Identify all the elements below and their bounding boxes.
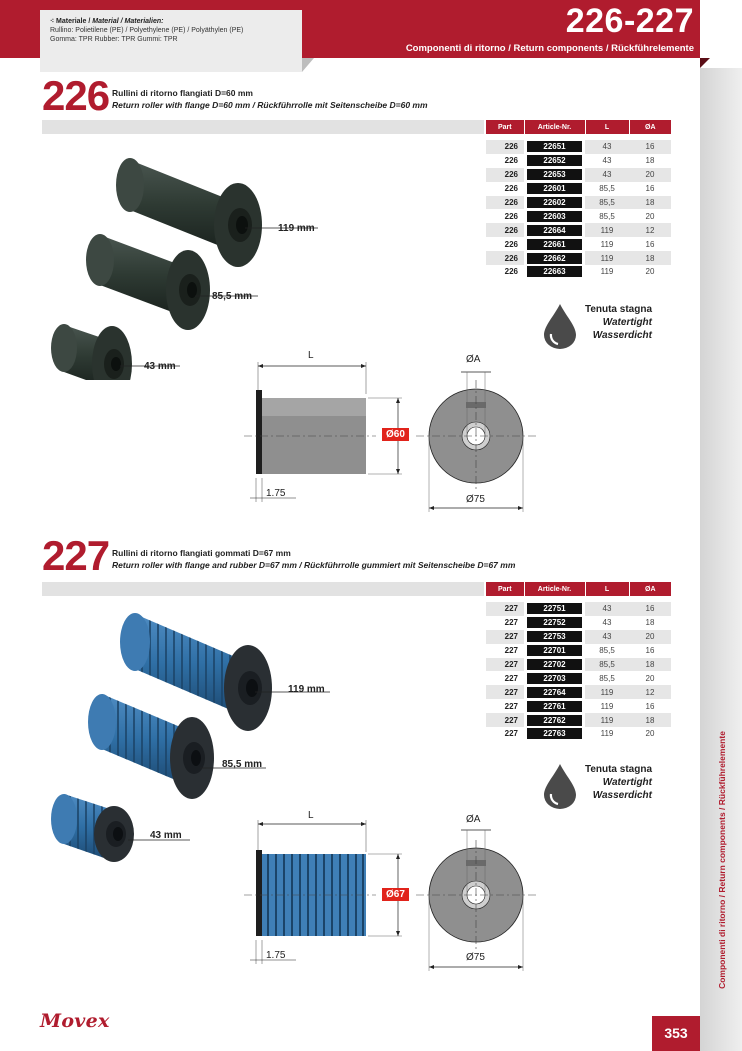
article-cell (524, 644, 585, 658)
article-cell (524, 237, 585, 251)
bore-cell: 16 (629, 602, 671, 616)
article-number: 22764 (527, 687, 582, 698)
article-number: 22762 (527, 715, 582, 726)
column-header: L (585, 582, 629, 596)
label-43mm: 43 mm (150, 830, 182, 841)
table-row (486, 699, 671, 713)
table-row (486, 616, 671, 630)
table-row (486, 727, 671, 741)
part-cell: 227 (486, 602, 524, 616)
table-row (486, 658, 671, 672)
length-cell: 119 (585, 727, 629, 741)
label-119mm: 119 mm (288, 684, 325, 695)
watertight-en: Watertight (602, 777, 652, 788)
label-85mm: 85,5 mm (222, 759, 263, 770)
part-cell: 227 (486, 630, 524, 644)
bore-cell: 20 (629, 630, 671, 644)
length-cell: 43 (585, 602, 629, 616)
section-title-226: Rullini di ritorno flangiati D=60 mm (112, 88, 253, 98)
article-number: 22662 (527, 253, 582, 264)
page-range: 226-227 (565, 2, 694, 40)
side-label: Componenti di ritorno / Return components / Rückführelemente (717, 731, 727, 989)
watertight-en: Watertight (602, 317, 652, 328)
part-cell: 226 (486, 182, 524, 196)
length-cell: 119 (585, 685, 629, 699)
article-number: 22664 (527, 225, 582, 236)
bore-cell: 18 (629, 154, 671, 168)
brand-logo: Movex (40, 1010, 110, 1032)
label-85mm: 85,5 mm (212, 291, 253, 302)
part-cell: 226 (486, 251, 524, 265)
length-cell: 43 (585, 140, 629, 154)
table-row (486, 685, 671, 699)
table-row (486, 602, 671, 616)
part-cell: 227 (486, 671, 524, 685)
water-drop-icon (540, 762, 580, 810)
column-header: Article-Nr. (524, 120, 585, 134)
category-title: Componenti di ritorno / Return components / Rückführelemente (405, 43, 694, 54)
table-row (486, 713, 671, 727)
section-number-226: 226 (42, 72, 110, 119)
bore-cell: 20 (629, 209, 671, 223)
table-row (486, 671, 671, 685)
bore-cell: 16 (629, 140, 671, 154)
label-43mm: 43 mm (144, 361, 176, 372)
materials-fold (302, 58, 314, 72)
column-header: Part (486, 582, 524, 596)
technical-drawing-227 (236, 810, 536, 980)
table-row (486, 168, 671, 182)
watertight-de: Wasserdicht (592, 330, 652, 341)
table-row (486, 140, 671, 154)
watertight-de: Wasserdicht (592, 790, 652, 801)
length-cell: 119 (585, 265, 629, 279)
article-number: 22753 (527, 631, 582, 642)
part-cell: 227 (486, 644, 524, 658)
article-number: 22652 (527, 155, 582, 166)
article-number: 22702 (527, 659, 582, 670)
part-cell: 227 (486, 616, 524, 630)
bore-cell: 16 (629, 699, 671, 713)
bore-cell: 20 (629, 168, 671, 182)
materials-title-en: Material / Materialien: (92, 18, 164, 25)
outer-diameter-label: Ø75 (466, 494, 485, 505)
page-number: 353 (652, 1016, 700, 1051)
bore-cell: 18 (629, 196, 671, 210)
section-rule-226 (42, 120, 484, 134)
length-cell: 85,5 (585, 644, 629, 658)
label-119mm: 119 mm (278, 223, 315, 234)
part-cell: 227 (486, 727, 524, 741)
materials-dots-icon: ⁖ (50, 18, 57, 25)
table-row (486, 265, 671, 279)
bore-cell: 18 (629, 251, 671, 265)
outer-diameter-label: Ø75 (466, 952, 485, 963)
part-cell: 226 (486, 265, 524, 279)
bore-cell: 18 (629, 713, 671, 727)
bore-label: ØA (466, 814, 481, 825)
length-label: L (308, 350, 314, 361)
materials-box: ⁖ Materiale / Material / Materialien: Rullino: Polietilene (PE) / Polyethylene (PE) / Polyäthylen (PE) Gomma: TPR Rubber: TPR Gummi: TPR (40, 10, 302, 72)
article-number: 22663 (527, 266, 582, 277)
article-cell (524, 140, 585, 154)
article-number: 22701 (527, 645, 582, 656)
bore-cell: 16 (629, 237, 671, 251)
article-cell (524, 713, 585, 727)
article-number: 22752 (527, 617, 582, 628)
technical-drawing-226 (236, 350, 536, 520)
article-cell (524, 265, 585, 279)
article-cell (524, 630, 585, 644)
materials-title: Materiale (56, 18, 87, 25)
article-cell (524, 602, 585, 616)
part-cell: 226 (486, 196, 524, 210)
article-number: 22601 (527, 183, 582, 194)
section-subtitle-226: Return roller with flange D=60 mm / Rückführrolle mit Seitenscheibe D=60 mm (112, 100, 428, 110)
roller-85-image (88, 694, 214, 799)
part-cell: 227 (486, 713, 524, 727)
part-cell: 226 (486, 223, 524, 237)
part-cell: 226 (486, 154, 524, 168)
part-cell: 226 (486, 140, 524, 154)
materials-line-1: Rullino: Polietilene (PE) / Polyethylene (PE) / Polyäthylen (PE) (50, 27, 244, 34)
table-row (486, 196, 671, 210)
article-number: 22651 (527, 141, 582, 152)
length-label: L (308, 810, 314, 821)
table-row (486, 182, 671, 196)
part-cell: 227 (486, 658, 524, 672)
table-row (486, 630, 671, 644)
materials-line-2: Gomma: TPR Rubber: TPR Gummi: TPR (50, 36, 178, 43)
length-cell: 85,5 (585, 658, 629, 672)
watertight-it: Tenuta stagna (584, 764, 652, 775)
roller-43-image (51, 324, 132, 380)
article-number: 22602 (527, 197, 582, 208)
bore-cell: 18 (629, 658, 671, 672)
section-number-227: 227 (42, 532, 110, 579)
length-cell: 119 (585, 699, 629, 713)
length-cell: 43 (585, 630, 629, 644)
article-number: 22703 (527, 673, 582, 684)
water-drop-icon (540, 302, 580, 350)
watertight-badge-226 (540, 302, 670, 350)
table-row (486, 237, 671, 251)
length-cell: 119 (585, 713, 629, 727)
bore-cell: 20 (629, 671, 671, 685)
column-header: L (585, 120, 629, 134)
column-header: ØA (629, 120, 671, 134)
article-number: 22751 (527, 603, 582, 614)
bore-cell: 12 (629, 685, 671, 699)
flange-label: 1.75 (266, 488, 286, 499)
article-cell (524, 182, 585, 196)
column-header: Article-Nr. (524, 582, 585, 596)
bore-cell: 16 (629, 644, 671, 658)
table-row (486, 209, 671, 223)
length-cell: 119 (585, 251, 629, 265)
article-cell (524, 616, 585, 630)
length-cell: 119 (585, 223, 629, 237)
article-number: 22653 (527, 169, 582, 180)
article-cell (524, 209, 585, 223)
bore-cell: 16 (629, 182, 671, 196)
bore-cell: 20 (629, 265, 671, 279)
diameter-badge: Ø60 (382, 428, 409, 441)
part-cell: 226 (486, 237, 524, 251)
parts-table-226 (486, 120, 671, 279)
parts-table-227 (486, 582, 671, 741)
section-title-227: Rullini di ritorno flangiati gommati D=67 mm (112, 548, 291, 558)
bore-cell: 18 (629, 616, 671, 630)
roller-43-image (51, 794, 134, 862)
product-photo-226 (40, 140, 340, 380)
flange-label: 1.75 (266, 950, 286, 961)
length-cell: 85,5 (585, 209, 629, 223)
article-cell (524, 671, 585, 685)
article-cell (524, 154, 585, 168)
table-row (486, 251, 671, 265)
article-cell (524, 168, 585, 182)
length-cell: 85,5 (585, 182, 629, 196)
bore-cell: 20 (629, 727, 671, 741)
article-cell (524, 223, 585, 237)
length-cell: 43 (585, 616, 629, 630)
column-header: Part (486, 120, 524, 134)
part-cell: 227 (486, 699, 524, 713)
article-number: 22603 (527, 211, 582, 222)
bore-label: ØA (466, 354, 481, 365)
part-cell: 227 (486, 685, 524, 699)
article-number: 22763 (527, 728, 582, 739)
length-cell: 43 (585, 154, 629, 168)
column-header: ØA (629, 582, 671, 596)
length-cell: 85,5 (585, 196, 629, 210)
article-number: 22761 (527, 701, 582, 712)
article-cell (524, 685, 585, 699)
length-cell: 43 (585, 168, 629, 182)
table-row (486, 154, 671, 168)
diameter-badge: Ø67 (382, 888, 409, 901)
article-cell (524, 727, 585, 741)
product-photo-227 (40, 604, 340, 844)
band-fold (700, 58, 710, 68)
article-cell (524, 699, 585, 713)
part-cell: 226 (486, 209, 524, 223)
watertight-badge-227 (540, 762, 670, 810)
length-cell: 119 (585, 237, 629, 251)
watertight-it: Tenuta stagna (584, 304, 652, 315)
article-cell (524, 251, 585, 265)
article-number: 22661 (527, 239, 582, 250)
roller-85-image (86, 234, 210, 330)
section-rule-227 (42, 582, 484, 596)
article-cell (524, 196, 585, 210)
table-row (486, 644, 671, 658)
section-subtitle-227: Return roller with flange and rubber D=67 mm / Rückführrolle gummiert mit Seitenscheibe D=67 mm (112, 560, 516, 570)
article-cell (524, 658, 585, 672)
length-cell: 85,5 (585, 671, 629, 685)
bore-cell: 12 (629, 223, 671, 237)
part-cell: 226 (486, 168, 524, 182)
table-row (486, 223, 671, 237)
